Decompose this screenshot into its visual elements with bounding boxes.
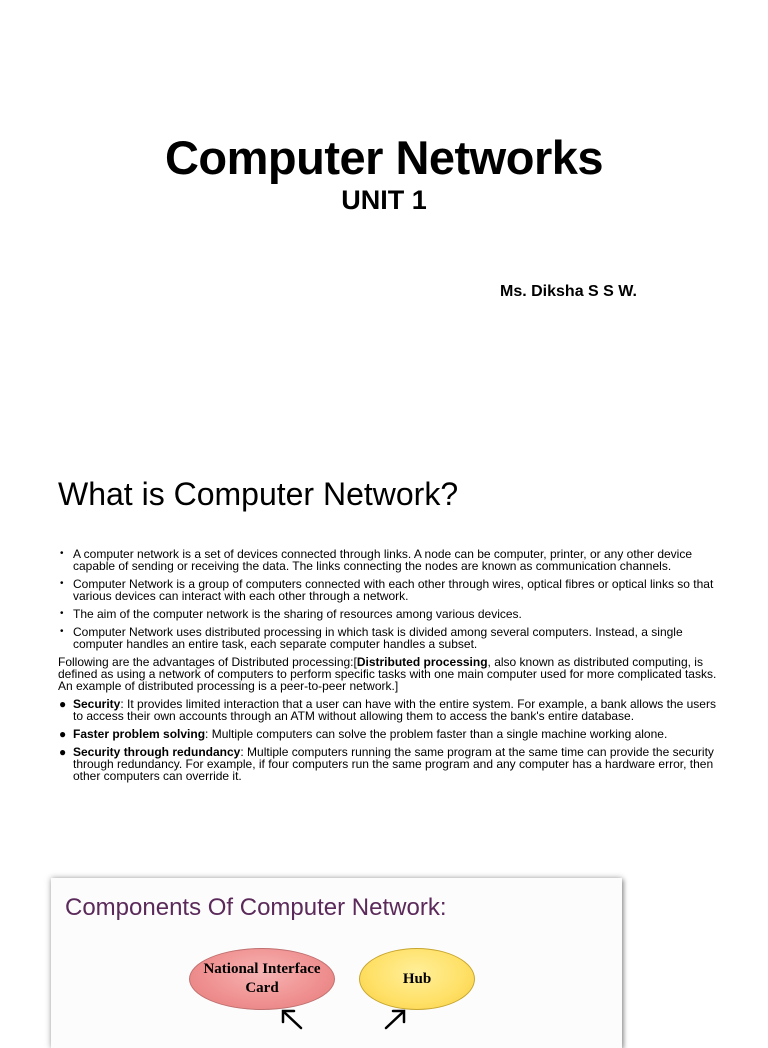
bullet-text: A computer network is a set of devices connected through links. A node can be computer, printer, or any other device capable of sending or receiving the data. The links connecting the nodes are known as communication channels. — [73, 547, 693, 573]
bullet-icon: • — [60, 548, 64, 559]
bullet-icon: • — [60, 578, 64, 589]
advantage-term: Security — [73, 697, 121, 711]
list-item — [58, 608, 718, 620]
list-item — [58, 548, 718, 572]
page-title: Computer Networks — [164, 131, 604, 184]
bullet-icon: • — [60, 626, 64, 637]
slide-content — [58, 548, 718, 788]
slide-title — [0, 0, 768, 440]
bullet-icon: ● — [59, 697, 67, 711]
advantage-term: Faster problem solving — [73, 727, 206, 741]
hub-label: Hub — [402, 970, 432, 987]
advantage-item — [58, 746, 718, 782]
nic-arrow-icon — [284, 1012, 301, 1028]
hub-arrow-icon — [386, 1012, 403, 1028]
list-item — [58, 626, 718, 650]
page-subtitle: UNIT 1 — [341, 185, 427, 215]
advantage-text: : It provides limited interaction that a user can have with the entire system. For example, a bank allows the users to access their own accounts through an ATM without allowing them to access the bank's entire database. — [73, 697, 716, 723]
bullet-icon: • — [60, 608, 64, 619]
slide-what-is-network — [0, 440, 768, 860]
bullet-icon: ● — [59, 727, 67, 741]
nic-label: National Interface Card — [203, 961, 321, 996]
advantages-intro: Following are the advantages of Distributed processing:[Distributed processing, also known as distributed computing, is defined as using a network of computers to perform specific tasks with one main computer used for more complicated tasks. An example of distributed processing is a peer-to-peer network.] — [58, 655, 717, 693]
list-item — [58, 578, 718, 602]
bullet-text: Computer Network is a group of computers connected with each other through wires, optical fibres or optical links so that various devices can interact with each other through a network. — [73, 577, 714, 603]
components-title: Components Of Computer Network: — [65, 894, 447, 921]
bullet-text: The aim of the computer network is the sharing of resources among various devices. — [73, 607, 522, 621]
advantage-text: : Multiple computers running the same program at the same time can provide the security through redundancy. For example, if four computers run the same program and any computer has a hardware error, then other computers can override it. — [73, 745, 714, 783]
author-name: Ms. Diksha S S W. — [500, 283, 637, 300]
slide-components-image — [51, 878, 622, 1048]
connector-arrows — [51, 878, 622, 1048]
bullet-icon: ● — [59, 745, 67, 759]
advantage-item — [58, 698, 718, 722]
bullet-text: Computer Network uses distributed processing in which task is divided among several computers. Instead, a single computer handles an entire task, each separate computer handles a subset. — [73, 625, 683, 651]
advantage-term: Security through redundancy — [73, 745, 241, 759]
advantage-text: : Multiple computers can solve the problem faster than a single machine working alone. — [205, 727, 668, 741]
section-heading: What is Computer Network? — [58, 476, 459, 512]
advantage-item — [58, 728, 718, 740]
